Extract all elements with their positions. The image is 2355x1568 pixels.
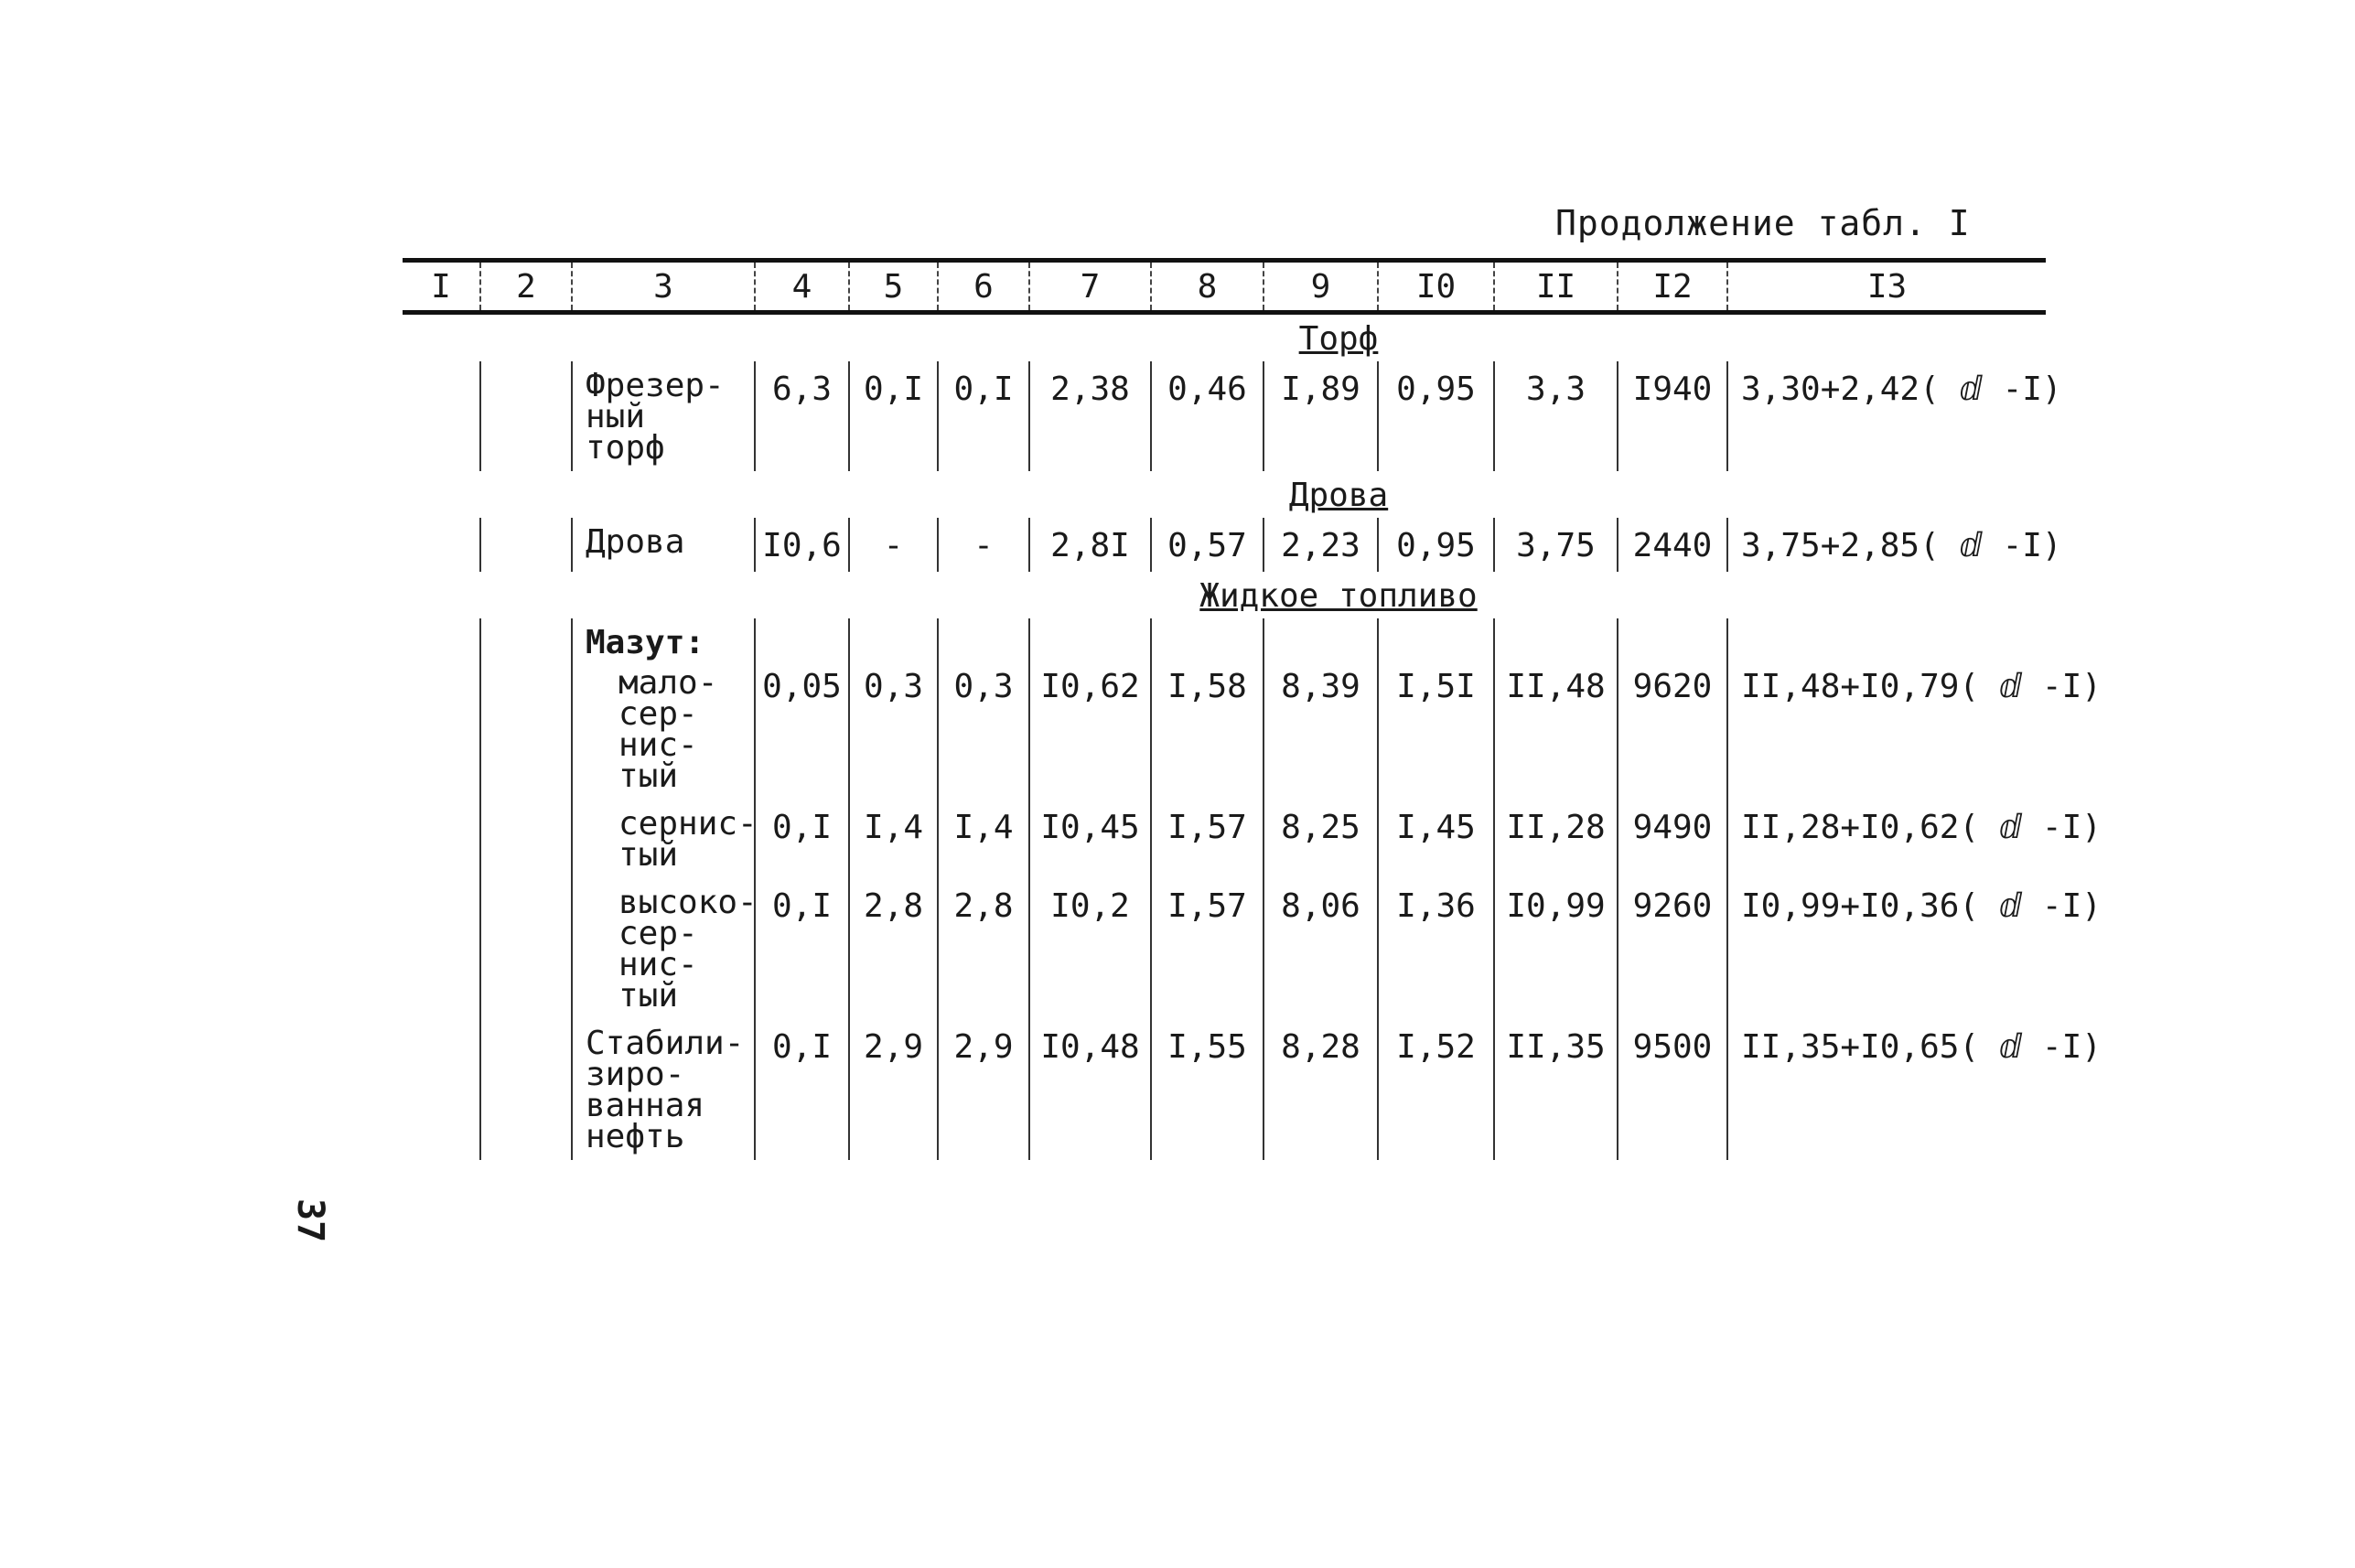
value-cell: I,5I xyxy=(1378,659,1494,800)
table-row xyxy=(403,1019,2046,1160)
column-header-13: I3 xyxy=(1866,267,1908,306)
value-cell: I940 xyxy=(1618,361,1727,471)
column-header-8: 8 xyxy=(1151,261,1264,313)
formula-cell: II,48+I0,79( ⅆ -I) xyxy=(1741,668,2102,705)
group-row xyxy=(403,618,2046,659)
formula-cell: II,28+I0,62( ⅆ -I) xyxy=(1741,809,2102,846)
empty-cell xyxy=(1378,618,1494,659)
empty-cell xyxy=(403,518,480,572)
empty-cell xyxy=(480,618,572,659)
value-cell: I,4 xyxy=(938,800,1029,878)
value-cell: 2,8 xyxy=(849,878,938,1019)
value-cell: 0,I xyxy=(755,800,849,878)
value-cell: I0,62 xyxy=(1029,659,1151,800)
section-row xyxy=(403,471,2046,518)
empty-cell xyxy=(1151,618,1264,659)
empty-cell xyxy=(403,659,480,800)
empty-cell xyxy=(1494,618,1618,659)
value-cell: I0,45 xyxy=(1029,800,1151,878)
value-cell: I,55 xyxy=(1151,1019,1264,1160)
column-header-4: 4 xyxy=(755,261,849,313)
value-cell: 9500 xyxy=(1618,1019,1727,1160)
formula-cell: II,35+I0,65( ⅆ -I) xyxy=(1741,1028,2102,1066)
empty-cell xyxy=(403,1019,480,1160)
empty-cell xyxy=(938,618,1029,659)
fuel-name: Фрезер- ный торф xyxy=(572,361,755,471)
value-cell: I,52 xyxy=(1378,1019,1494,1160)
fuel-name: высоко- сер- нис- тый xyxy=(572,878,755,1019)
value-cell: 3,75 xyxy=(1494,518,1618,572)
value-cell: I,57 xyxy=(1151,878,1264,1019)
empty-cell xyxy=(480,1019,572,1160)
fuel-name: мало- сер- нис- тый xyxy=(572,659,755,800)
value-cell: 0,I xyxy=(938,361,1029,471)
value-cell: 0,95 xyxy=(1378,361,1494,471)
empty-cell xyxy=(480,518,572,572)
value-cell: II,28 xyxy=(1494,800,1618,878)
fuel-table-container xyxy=(403,258,2102,1160)
value-cell: 8,39 xyxy=(1264,659,1378,800)
value-cell: I,57 xyxy=(1151,800,1264,878)
value-cell: 2,38 xyxy=(1029,361,1151,471)
value-cell: I,36 xyxy=(1378,878,1494,1019)
value-cell: 0,I xyxy=(755,878,849,1019)
empty-cell xyxy=(480,800,572,878)
column-header-9: 9 xyxy=(1264,261,1378,313)
empty-cell xyxy=(403,618,480,659)
value-cell: 0,95 xyxy=(1378,518,1494,572)
formula-cell: 3,75+2,85( ⅆ -I) xyxy=(1741,527,2062,564)
empty-cell xyxy=(1264,618,1378,659)
column-header-12: I2 xyxy=(1618,261,1727,313)
value-cell: 9490 xyxy=(1618,800,1727,878)
value-cell: I0,2 xyxy=(1029,878,1151,1019)
formula-cell: I0,99+I0,36( ⅆ -I) xyxy=(1741,887,2102,925)
table-row xyxy=(403,361,2046,471)
section-title: Торф xyxy=(1298,320,1379,358)
column-header-10: I0 xyxy=(1378,261,1494,313)
column-header-2: 2 xyxy=(480,261,572,313)
fuel-name: Стабили- зиро- ванная нефть xyxy=(572,1019,755,1160)
empty-cell xyxy=(755,618,849,659)
section-cell xyxy=(403,572,2046,618)
value-cell: 0,05 xyxy=(755,659,849,800)
empty-cell xyxy=(849,618,938,659)
value-cell: I0,99 xyxy=(1494,878,1618,1019)
column-header-1: I xyxy=(403,261,480,313)
value-cell: 8,25 xyxy=(1264,800,1378,878)
table-body xyxy=(403,313,2102,1161)
value-cell: 0,57 xyxy=(1151,518,1264,572)
value-cell: 2,9 xyxy=(938,1019,1029,1160)
empty-cell xyxy=(1727,618,2046,659)
empty-cell xyxy=(480,659,572,800)
table-row xyxy=(403,518,2046,572)
fuel-name: Дрова xyxy=(572,518,755,572)
value-cell: I,45 xyxy=(1378,800,1494,878)
value-cell: 2440 xyxy=(1618,518,1727,572)
formula-cell: 3,30+2,42( ⅆ -I) xyxy=(1741,371,2062,408)
section-cell xyxy=(403,313,2046,362)
fuel-table xyxy=(403,258,2102,1160)
column-header-7: 7 xyxy=(1029,261,1151,313)
value-cell: 9260 xyxy=(1618,878,1727,1019)
empty-cell xyxy=(403,800,480,878)
page-title: Продолжение табл. I xyxy=(1555,203,1971,243)
table-row xyxy=(403,800,2046,878)
group-label: Мазут: xyxy=(572,618,755,659)
empty-cell xyxy=(403,878,480,1019)
empty-cell xyxy=(403,361,480,471)
value-cell: 0,3 xyxy=(849,659,938,800)
empty-cell xyxy=(1029,618,1151,659)
column-header-11: II xyxy=(1494,261,1618,313)
value-cell: 9620 xyxy=(1618,659,1727,800)
value-cell: 6,3 xyxy=(755,361,849,471)
section-title: Дрова xyxy=(1288,477,1389,514)
value-cell: 0,I xyxy=(755,1019,849,1160)
value-cell: 0,46 xyxy=(1151,361,1264,471)
value-cell: I0,6 xyxy=(755,518,849,572)
value-cell: 2,23 xyxy=(1264,518,1378,572)
column-header-3: 3 xyxy=(572,261,755,313)
value-cell: I,89 xyxy=(1264,361,1378,471)
value-cell: 3,3 xyxy=(1494,361,1618,471)
value-cell: 2,8 xyxy=(938,878,1029,1019)
column-header-6: 6 xyxy=(938,261,1029,313)
section-row xyxy=(403,572,2046,618)
value-cell: 0,3 xyxy=(938,659,1029,800)
table-row xyxy=(403,878,2046,1019)
section-row xyxy=(403,313,2046,362)
value-cell: II,48 xyxy=(1494,659,1618,800)
section-title: Жидкое топливо xyxy=(1199,577,1478,615)
page-number: 37 xyxy=(289,1198,331,1243)
value-cell: I0,48 xyxy=(1029,1019,1151,1160)
table-header-row xyxy=(403,261,2046,313)
fuel-name: сернис- тый xyxy=(572,800,755,878)
value-cell: 2,9 xyxy=(849,1019,938,1160)
value-cell: I,58 xyxy=(1151,659,1264,800)
value-cell: 8,28 xyxy=(1264,1019,1378,1160)
value-cell: 2,8I xyxy=(1029,518,1151,572)
section-cell xyxy=(403,471,2046,518)
value-cell: I,4 xyxy=(849,800,938,878)
empty-cell xyxy=(480,361,572,471)
value-cell: - xyxy=(849,518,938,572)
column-header-5: 5 xyxy=(849,261,938,313)
value-cell: 0,I xyxy=(849,361,938,471)
table-row xyxy=(403,659,2046,800)
value-cell: - xyxy=(938,518,1029,572)
empty-cell xyxy=(1618,618,1727,659)
value-cell: 8,06 xyxy=(1264,878,1378,1019)
empty-cell xyxy=(480,878,572,1019)
value-cell: II,35 xyxy=(1494,1019,1618,1160)
